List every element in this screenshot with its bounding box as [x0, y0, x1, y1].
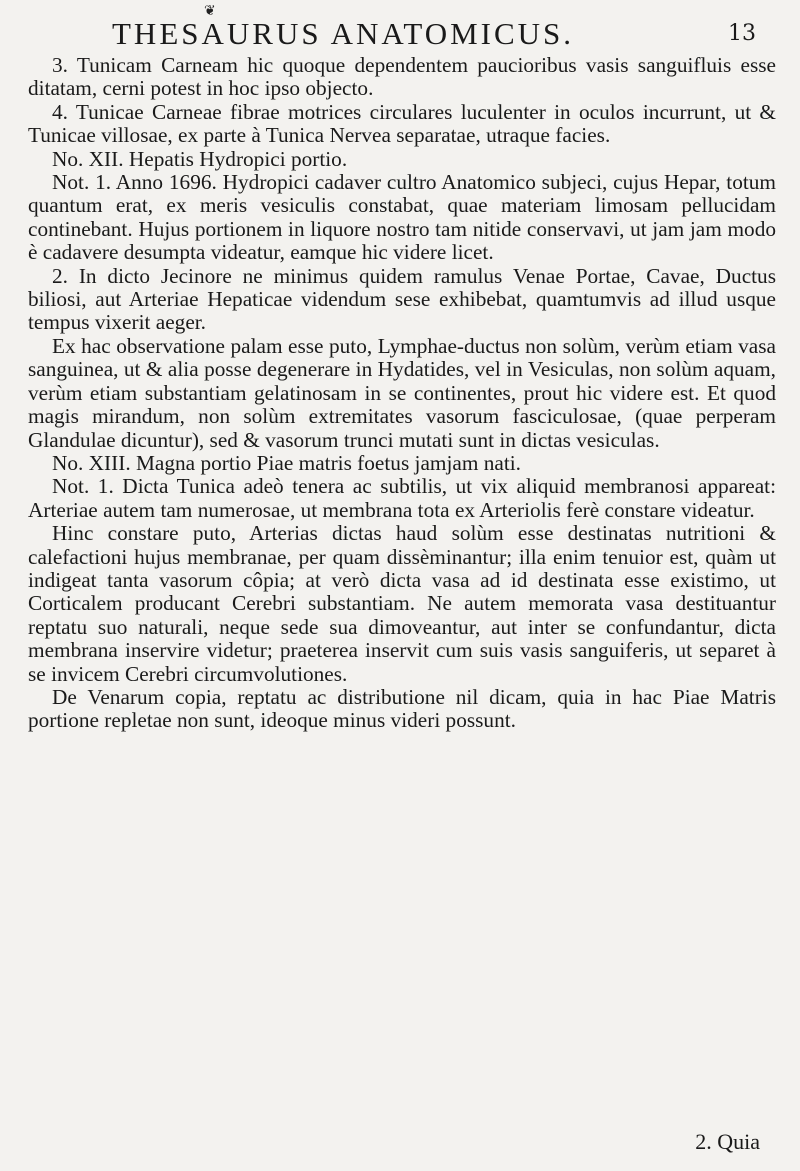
body-text	[28, 54, 776, 733]
catchword: 2. Quia	[695, 1129, 760, 1154]
printer-ornament: ❦	[204, 3, 216, 19]
arteries-paragraph: Hinc constare puto, Arterias dictas haud solùm esse destinatas nutritioni & calefactioni hujus membranae, per quam dissèminantur; illa enim tenuior est, quàm ut indigeat tanta vasorum côpia; at verò dicta vasa ad id destinata esse existimo, ut Corticalem producant Cerebri substantiam. Ne autem memorata vasa destituantur reptatu suo naturali, neque sede sua dimoveantur, aut inter se confundantur, dicta membrana inservire videtur; praeterea inservit cum suis vasis sanguiferis, ut separet à se invicem Cerebri circumvolutiones.	[28, 521, 776, 686]
paragraph-4: 4. Tunicae Carneae fibrae motrices circulares luculenter in oculos incurrunt, ut & Tunicae villosae, ex parte à Tunica Nervea separatae, utraque facies.	[28, 99, 776, 148]
note-xiii-1: Not. 1. Dicta Tunica adeò tenera ac subtilis, ut vix aliquid membranosi appareat: Arteriae autem tam numerosae, ut membrana tota ex Arteriolis ferè constare videatur.	[28, 474, 776, 522]
page-number: 13	[728, 21, 756, 46]
section-heading-xii: No. XII. Hepatis Hydropici portio.	[52, 146, 348, 171]
veins-paragraph: De Venarum copia, reptatu ac distributione nil dicam, quia in hac Piae Matris portione repletae non sunt, ideoque minus videri possunt.	[28, 684, 776, 733]
note-xii-1: Not. 1. Anno 1696. Hydropici cadaver cultro Anatomico subjeci, cujus Hepar, totum quantum erat, ex meris vesiculis constabat, quae materiam limosam pellucidam continebant. Hujus portionem in liquore nostro tam nitide conservavi, ut jam jam modo è cadavere desumpta videatur, eamque hic videre licet.	[28, 170, 776, 265]
observation-paragraph: Ex hac observatione palam esse puto, Lymphae-ductus non solùm, verùm etiam vasa sanguinea, ut & alia posse degenerare in Hydatides, vel in Vesiculas, non solùm aquam, verùm etiam substantiam gelatinosam in se continentes, prout hic videre est. Et quod magis mirandum, non solùm extremitates vasorum fasciculosae, (quae perperam Glandulae dicuntur), sed & vasorum trunci mutati sunt in dictas vesiculas.	[28, 333, 776, 452]
running-title: THESAURUS ANATOMICUS.	[112, 16, 575, 51]
note-xii-2: 2. In dicto Jecinore ne minimus quidem ramulus Venae Portae, Cavae, Ductus biliosi, aut Arteriae Hepaticae videndum sese exhibebat, quamtumvis ad illud usque tempus vixerit aeger.	[28, 263, 776, 335]
running-head	[76, 16, 756, 52]
paragraph-3: 3. Tunicam Carneam hic quoque dependentem paucioribus vasis sanguifluis esse ditatam, cerni potest in hoc ipso objecto.	[28, 53, 776, 101]
section-heading-xiii: No. XIII. Magna portio Piae matris foetus jamjam nati.	[52, 450, 522, 475]
book-page	[28, 0, 778, 1171]
